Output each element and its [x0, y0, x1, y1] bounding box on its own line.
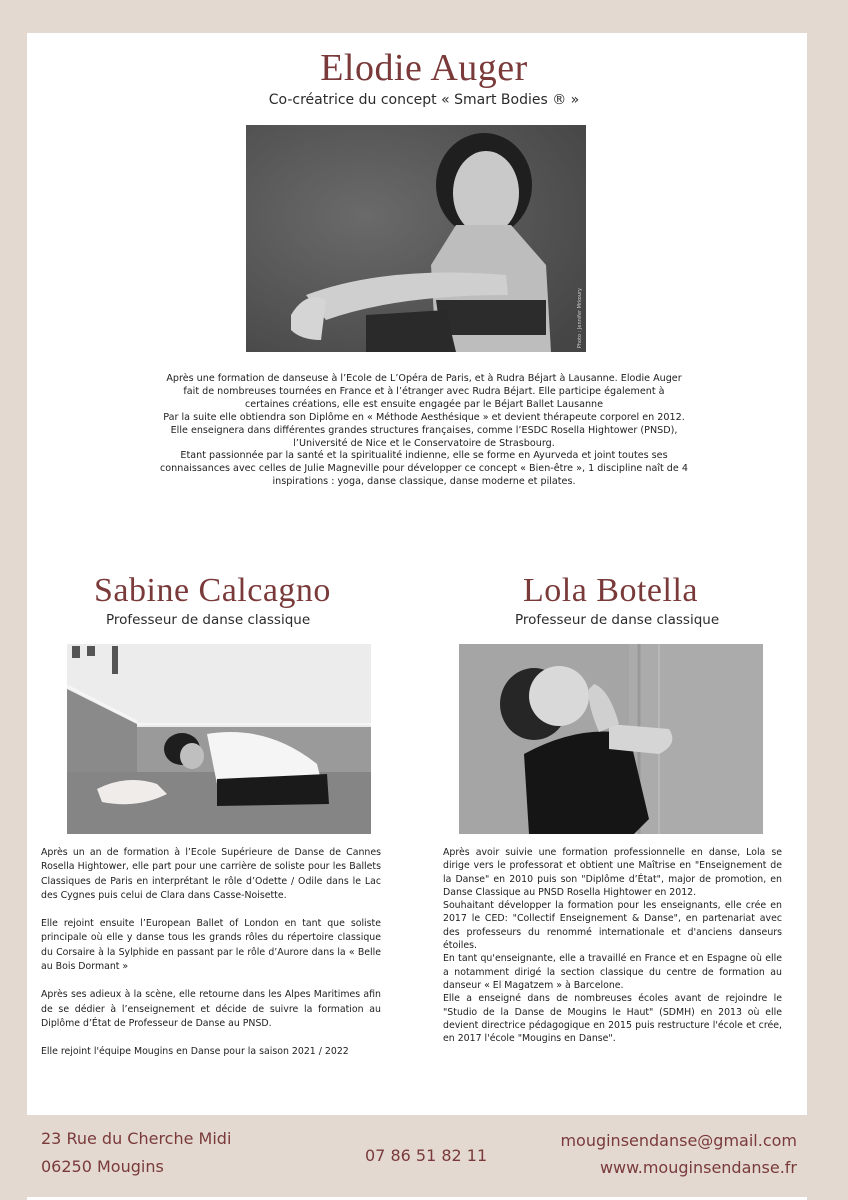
teacher-name-lola: Lola Botella: [523, 572, 699, 609]
bio-line: Elle enseignera dans différentes grandes structures françaises, comme l’ESDC Rosella Hightower (PNSD),: [170, 424, 678, 436]
featured-bio: [100, 373, 748, 489]
photo-credit: Photo : Jennifer Mrkoury: [577, 287, 583, 348]
footer-address-line1: 23 Rue du Cherche Midi: [41, 1129, 232, 1148]
featured-subtitle: Co-créatrice du concept « Smart Bodies ® »: [268, 92, 580, 108]
featured-photo: [246, 125, 586, 352]
teacher-subtitle-lola: Professeur de danse classique: [515, 612, 720, 628]
bio-line: certaines créations, elle est ensuite engagée par le Béjart Ballet Lausanne: [244, 398, 604, 410]
bio-line: Par la suite elle obtiendra son Diplôme en « Méthode Aesthésique » et devient thérapeute corporel en 2012.: [163, 411, 685, 423]
bio-paragraph: Souhaitant développer la formation pour les enseignants, elle crée en 2017 le CED: "Collectif Enseignement & Danse", en partenariat avec des professeurs du renommé internationale et d'anciens danseurs étoiles.: [443, 900, 782, 952]
bio-paragraph: Elle rejoint ensuite l’European Ballet of London en tant que soliste principale où elle y danse tous les grands rôles du répertoire classique du Corsaire à la Sylphide en passant par le rôle d’Aurore dans la « Belle au Bois Dormant »: [41, 918, 381, 973]
bio-line: inspirations : yoga, danse classique, danse moderne et pilates.: [272, 476, 576, 488]
teacher-subtitle-sabine: Professeur de danse classique: [106, 612, 311, 628]
bio-line: fait de nombreuses tournées en France et à l’étranger avec Rudra Béjart. Elle participe également à: [183, 385, 665, 397]
featured-name: Elodie Auger: [320, 47, 528, 89]
bio-line: Etant passionnée par la santé et la spiritualité indienne, elle se forme en Ayurveda et joint toutes ses: [180, 450, 668, 462]
footer-website[interactable]: www.mouginsendanse.fr: [599, 1158, 797, 1177]
teacher-name-sabine: Sabine Calcagno: [94, 572, 331, 609]
bio-paragraph: Elle rejoint l'équipe Mougins en Danse pour la saison 2021 / 2022: [41, 1046, 349, 1058]
teacher-bio-sabine: [41, 846, 381, 1060]
bio-paragraph: Elle a enseigné dans de nombreuses écoles avant de rejoindre le "Studio de la Danse de Mougins le Haut" (SDMH) en 2013 où elle devient directrice pédagogique en 2015 puis restructure l'école et crée, en 2017 l'école "Mougins en Danse".: [443, 993, 782, 1045]
teacher-photo-lola: [459, 644, 763, 834]
bio-paragraph: Après ses adieux à la scène, elle retourne dans les Alpes Maritimes afin de se dédier à l’enseignement et décide de suivre la formation au Diplôme d’État de Professeur de Danse au PNSD.: [41, 989, 381, 1029]
footer-email[interactable]: mouginsendanse@gmail.com: [560, 1131, 797, 1150]
bio-line: Après une formation de danseuse à l’Ecole de L’Opéra de Paris, et à Rudra Béjart à Lausanne. Elodie Auger: [166, 373, 682, 384]
bio-line: l’Université de Nice et le Conservatoire de Strasbourg.: [293, 437, 555, 449]
bio-line: connaissances avec celles de Julie Magneville pour développer ce concept « Bien-être », 1 discipline naît de 4: [160, 463, 688, 475]
bio-paragraph: Après avoir suivie une formation professionnelle en danse, Lola se dirige vers le professorat et obtient une Maîtrise en "Enseignement de la Danse" en 2010 puis son "Diplôme d’État", major de promotion, en Danse Classique au PNSD Rosella Hightower en 2012.: [443, 847, 782, 898]
teacher-bio-lola: [443, 846, 782, 1045]
bio-paragraph: Après un an de formation à l’Ecole Supérieure de Danse de Cannes Rosella Hightower, elle part pour une carrière de soliste pour les Ballets Classiques de Paris en interprétant le rôle d’Odette / Odile dans le Lac des Cygnes puis celui de Clara dans Casse-Noisette.: [41, 847, 381, 901]
bio-paragraph: En tant qu'enseignante, elle a travaillé en France et en Espagne où elle a notamment dirigé la section classique du centre de formation au danseur « El Magatzem » à Barcelone.: [443, 953, 782, 991]
footer-address-line2: 06250 Mougins: [41, 1157, 164, 1176]
teacher-photo-sabine: [67, 644, 371, 834]
footer-phone[interactable]: 07 86 51 82 11: [365, 1146, 488, 1165]
